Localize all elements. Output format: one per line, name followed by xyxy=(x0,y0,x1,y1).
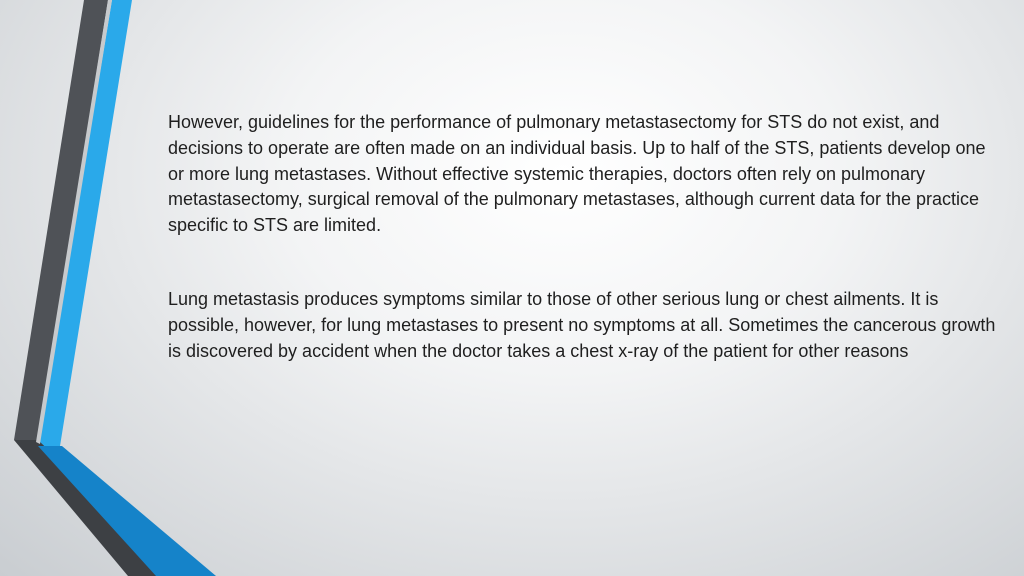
paragraph-symptoms: Lung metastasis produces symptoms similar to those of other serious lung or chest ailments. It is possible, however, for lung metastases to present no symptoms at all. Sometimes the cancerous growth is discovered by accident when the doctor takes a chest x-ray of the patient for other reasons xyxy=(168,288,996,361)
paragraph-guidelines: However, guidelines for the performance of pulmonary metastasectomy for STS do not exist, and decisions to operate are often made on an individual basis. Up to half of the STS, patients develop one or more lung metastases. Without effective systemic therapies, doctors often rely on pulmonary metastasectomy, surgical removal of the pulmonary metastases, although current data for the practice specific to STS are limited. xyxy=(168,112,986,236)
slide-body xyxy=(168,110,998,364)
